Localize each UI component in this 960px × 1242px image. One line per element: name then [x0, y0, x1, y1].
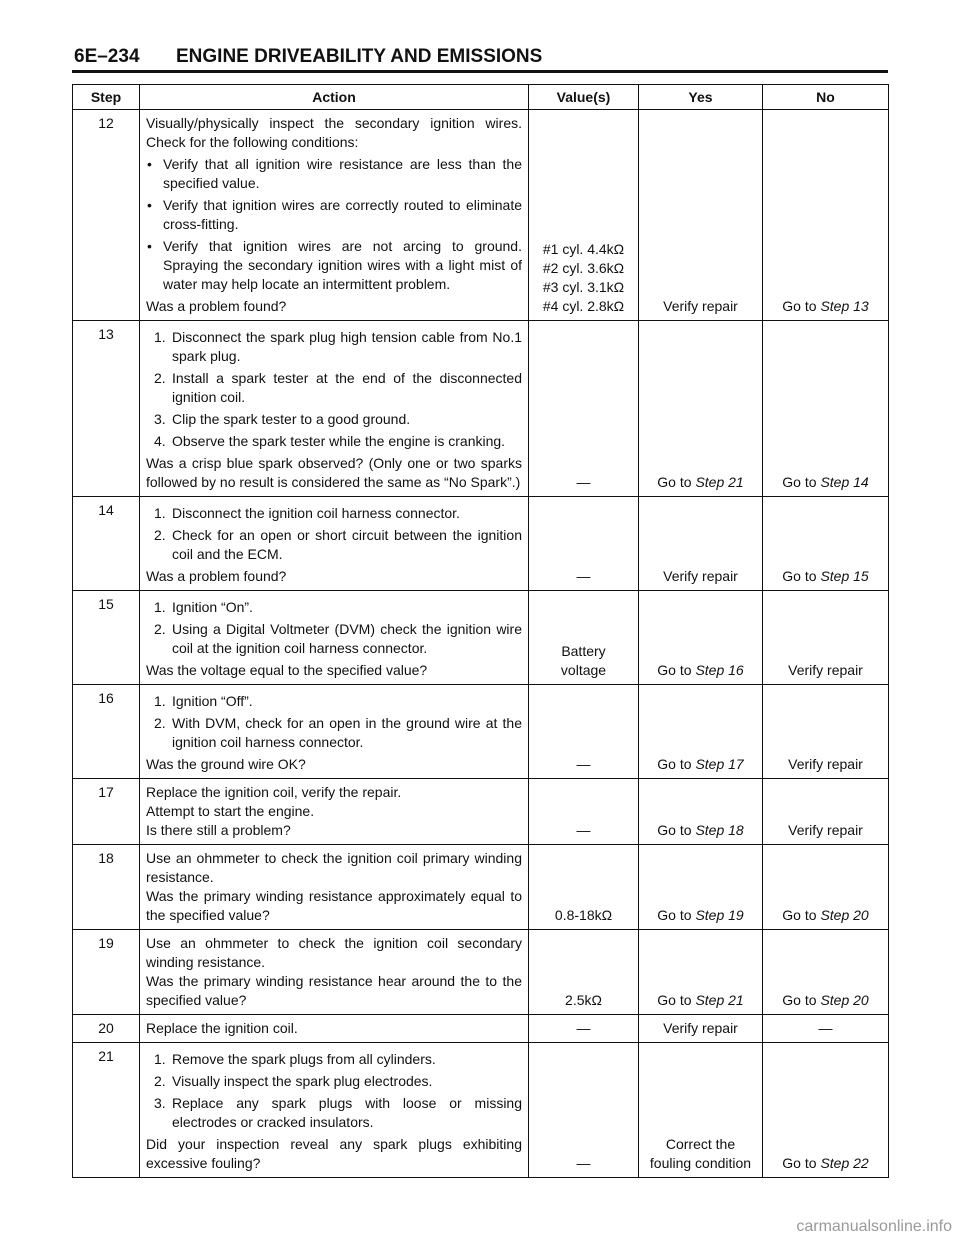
yes-text: Go to	[657, 756, 696, 772]
numbered-item	[146, 328, 522, 366]
yes-cell	[639, 591, 763, 685]
step-number: 12	[73, 110, 140, 321]
numbered-item	[146, 432, 522, 451]
no-text: Go to	[782, 298, 821, 314]
action-question: Is there still a problem?	[146, 822, 291, 838]
no-step-ref: Step 13	[820, 298, 869, 314]
bullet-icon: •	[147, 197, 152, 213]
item-text: Disconnect the ignition coil harness connector.	[172, 505, 460, 521]
table-row	[73, 779, 889, 845]
table-header-row	[73, 85, 889, 110]
numbered-item	[146, 1072, 522, 1091]
bullet-text: Verify that all ignition wire resistance are less than the specified value.	[163, 156, 522, 191]
no-cell	[763, 110, 889, 321]
values-cell	[529, 110, 639, 321]
step-number: 21	[73, 1043, 140, 1178]
action-cell	[140, 685, 529, 779]
item-number: 1.	[154, 329, 166, 345]
item-text: Install a spark tester at the end of the disconnected ignition coil.	[172, 370, 522, 405]
no-step-ref: Step 15	[820, 568, 869, 584]
values-cell	[529, 1043, 639, 1178]
no-cell	[763, 591, 889, 685]
item-number: 1.	[154, 599, 166, 615]
table-row	[73, 685, 889, 779]
bullet-item	[146, 196, 522, 234]
numbered-item	[146, 692, 522, 711]
bullet-icon: •	[147, 156, 152, 172]
item-number: 1.	[154, 1051, 166, 1067]
values-cell	[529, 591, 639, 685]
item-text: Using a Digital Voltmeter (DVM) check the ignition wire coil at the ignition coil harness connector.	[172, 621, 522, 656]
col-action-header: Action	[140, 85, 529, 110]
item-number: 3.	[154, 411, 166, 427]
action-cell	[140, 845, 529, 930]
item-text: Replace any spark plugs with loose or missing electrodes or cracked insulators.	[172, 1095, 522, 1130]
no-text: —	[818, 1020, 833, 1036]
value-line: —	[576, 1020, 591, 1036]
table-row	[73, 591, 889, 685]
yes-cell	[639, 845, 763, 930]
no-cell	[763, 1015, 889, 1043]
action-cell	[140, 1043, 529, 1178]
action-cell	[140, 110, 529, 321]
no-cell	[763, 779, 889, 845]
step-number: 20	[73, 1015, 140, 1043]
yes-step-ref: Step 21	[695, 992, 744, 1008]
yes-cell	[639, 779, 763, 845]
action-intro: Visually/physically inspect the secondary ignition wires. Check for the following conditions:	[146, 115, 522, 150]
no-text: Go to	[782, 907, 821, 923]
step-number: 13	[73, 321, 140, 497]
yes-text: Go to	[657, 662, 696, 678]
page-header	[72, 44, 888, 70]
yes-text: Verify repair	[663, 298, 738, 314]
col-step-header: Step	[73, 85, 140, 110]
yes-cell	[639, 497, 763, 591]
values-cell	[529, 1015, 639, 1043]
page-title: ENGINE DRIVEABILITY AND EMISSIONS	[176, 46, 543, 67]
col-yes-header: Yes	[639, 85, 763, 110]
value-line: —	[576, 568, 591, 584]
numbered-item	[146, 1050, 522, 1069]
numbered-item	[146, 410, 522, 429]
action-question: Was a problem found?	[146, 298, 287, 314]
yes-text: Go to	[657, 907, 696, 923]
numbered-item	[146, 504, 522, 523]
bullet-text: Verify that ignition wires are not arcing to ground. Spraying the secondary ignition wires with a light mist of water may help locate an intermittent problem.	[163, 238, 522, 292]
action-cell	[140, 930, 529, 1015]
item-number: 2.	[154, 715, 166, 731]
yes-text: Go to	[657, 822, 696, 838]
yes-step-ref: Step 19	[695, 907, 744, 923]
watermark: carmanualsonline.info	[796, 1218, 952, 1235]
no-text: Go to	[782, 474, 821, 490]
value-line: 2.5kΩ	[565, 992, 602, 1008]
table-row	[73, 321, 889, 497]
no-cell	[763, 497, 889, 591]
value-line: —	[576, 756, 591, 772]
yes-step-ref: Step 21	[695, 474, 744, 490]
values-cell	[529, 497, 639, 591]
yes-text: Go to	[657, 474, 696, 490]
yes-step-ref: Step 18	[695, 822, 744, 838]
action-text: Replace the ignition coil, verify the repair.	[146, 784, 402, 800]
action-cell	[140, 321, 529, 497]
action-cell	[140, 497, 529, 591]
step-number: 16	[73, 685, 140, 779]
item-number: 3.	[154, 1095, 166, 1111]
bullet-icon: •	[147, 238, 152, 254]
action-text: Use an ohmmeter to check the ignition coil primary winding resistance.	[146, 850, 522, 885]
yes-text: Verify repair	[663, 568, 738, 584]
value-line: —	[576, 1155, 591, 1171]
no-text: Go to	[782, 992, 821, 1008]
no-cell	[763, 1043, 889, 1178]
values-cell	[529, 779, 639, 845]
item-text: Ignition “On”.	[172, 599, 253, 615]
action-text: Use an ohmmeter to check the ignition coil secondary winding resistance.	[146, 935, 522, 970]
item-text: Check for an open or short circuit between the ignition coil and the ECM.	[172, 527, 522, 562]
action-text: Attempt to start the engine.	[146, 803, 315, 819]
action-text: Replace the ignition coil.	[146, 1020, 298, 1036]
value-line: #3 cyl. 3.1kΩ	[542, 279, 625, 295]
item-number: 1.	[154, 693, 166, 709]
diagnostic-table	[72, 84, 889, 1178]
no-cell	[763, 930, 889, 1015]
numbered-item	[146, 369, 522, 407]
no-step-ref: Step 14	[820, 474, 869, 490]
item-text: Visually inspect the spark plug electrodes.	[172, 1073, 433, 1089]
no-text: Verify repair	[788, 756, 863, 772]
no-step-ref: Step 22	[820, 1155, 869, 1171]
yes-cell	[639, 930, 763, 1015]
bullet-text: Verify that ignition wires are correctly routed to eliminate cross-fitting.	[163, 197, 522, 232]
action-question: Was a crisp blue spark observed? (Only one or two sparks followed by no result is considered the same as “No Spark”.)	[146, 455, 522, 490]
action-cell	[140, 779, 529, 845]
item-number: 2.	[154, 527, 166, 543]
action-cell	[140, 591, 529, 685]
action-cell	[140, 1015, 529, 1043]
no-step-ref: Step 20	[820, 907, 869, 923]
value-line: —	[576, 822, 591, 838]
value-line: Battery	[561, 643, 606, 659]
numbered-item	[146, 620, 522, 658]
page-number: 6E–234	[74, 46, 140, 67]
action-question: Was the ground wire OK?	[146, 756, 306, 772]
no-cell	[763, 845, 889, 930]
numbered-item	[146, 714, 522, 752]
yes-cell	[639, 110, 763, 321]
value-line: 0.8-18kΩ	[554, 907, 613, 923]
value-line: #1 cyl. 4.4kΩ	[542, 241, 625, 257]
step-number: 18	[73, 845, 140, 930]
item-text: Observe the spark tester while the engine is cranking.	[172, 433, 506, 449]
item-text: Remove the spark plugs from all cylinders.	[172, 1051, 436, 1067]
yes-cell	[639, 685, 763, 779]
value-line: —	[576, 474, 591, 490]
action-question: Was the primary winding resistance approximately equal to the specified value?	[146, 888, 522, 923]
item-number: 4.	[154, 433, 166, 449]
header-rule	[72, 70, 888, 73]
table-row	[73, 1043, 889, 1178]
action-question: Did your inspection reveal any spark plugs exhibiting excessive fouling?	[146, 1136, 522, 1171]
action-question: Was the voltage equal to the specified value?	[146, 662, 428, 678]
col-no-header: No	[763, 85, 889, 110]
values-cell	[529, 845, 639, 930]
step-number: 19	[73, 930, 140, 1015]
no-cell	[763, 685, 889, 779]
value-line: #2 cyl. 3.6kΩ	[542, 260, 625, 276]
yes-step-ref: Step 16	[695, 662, 744, 678]
action-question: Was a problem found?	[146, 568, 287, 584]
no-cell	[763, 321, 889, 497]
table-row	[73, 497, 889, 591]
numbered-item	[146, 1094, 522, 1132]
no-text: Verify repair	[788, 662, 863, 678]
item-text: Disconnect the spark plug high tension cable from No.1 spark plug.	[172, 329, 522, 364]
yes-cell	[639, 321, 763, 497]
yes-text: Go to	[657, 992, 696, 1008]
values-cell	[529, 685, 639, 779]
no-text: Go to	[782, 568, 821, 584]
no-text: Go to	[782, 1155, 821, 1171]
table-row	[73, 1015, 889, 1043]
no-text: Verify repair	[788, 822, 863, 838]
item-number: 2.	[154, 1073, 166, 1089]
values-cell	[529, 930, 639, 1015]
item-text: Ignition “Off”.	[172, 693, 253, 709]
value-line: voltage	[560, 662, 607, 678]
table-row	[73, 845, 889, 930]
yes-text: Verify repair	[663, 1020, 738, 1036]
no-step-ref: Step 20	[820, 992, 869, 1008]
table-row	[73, 930, 889, 1015]
item-text: Clip the spark tester to a good ground.	[172, 411, 411, 427]
action-question: Was the primary winding resistance hear around the to the specified value?	[146, 973, 522, 1008]
item-text: With DVM, check for an open in the ground wire at the ignition coil harness connector.	[172, 715, 522, 750]
item-number: 2.	[154, 370, 166, 386]
bullet-item	[146, 155, 522, 193]
yes-cell	[639, 1043, 763, 1178]
step-number: 17	[73, 779, 140, 845]
value-line: #4 cyl. 2.8kΩ	[542, 298, 625, 314]
step-number: 14	[73, 497, 140, 591]
numbered-item	[146, 598, 522, 617]
yes-cell	[639, 1015, 763, 1043]
table-row	[73, 110, 889, 321]
yes-text: Correct the fouling condition	[649, 1136, 752, 1171]
item-number: 2.	[154, 621, 166, 637]
values-cell	[529, 321, 639, 497]
bullet-item	[146, 237, 522, 294]
numbered-item	[146, 526, 522, 564]
step-number: 15	[73, 591, 140, 685]
col-values-header: Value(s)	[529, 85, 639, 110]
yes-step-ref: Step 17	[695, 756, 744, 772]
item-number: 1.	[154, 505, 166, 521]
